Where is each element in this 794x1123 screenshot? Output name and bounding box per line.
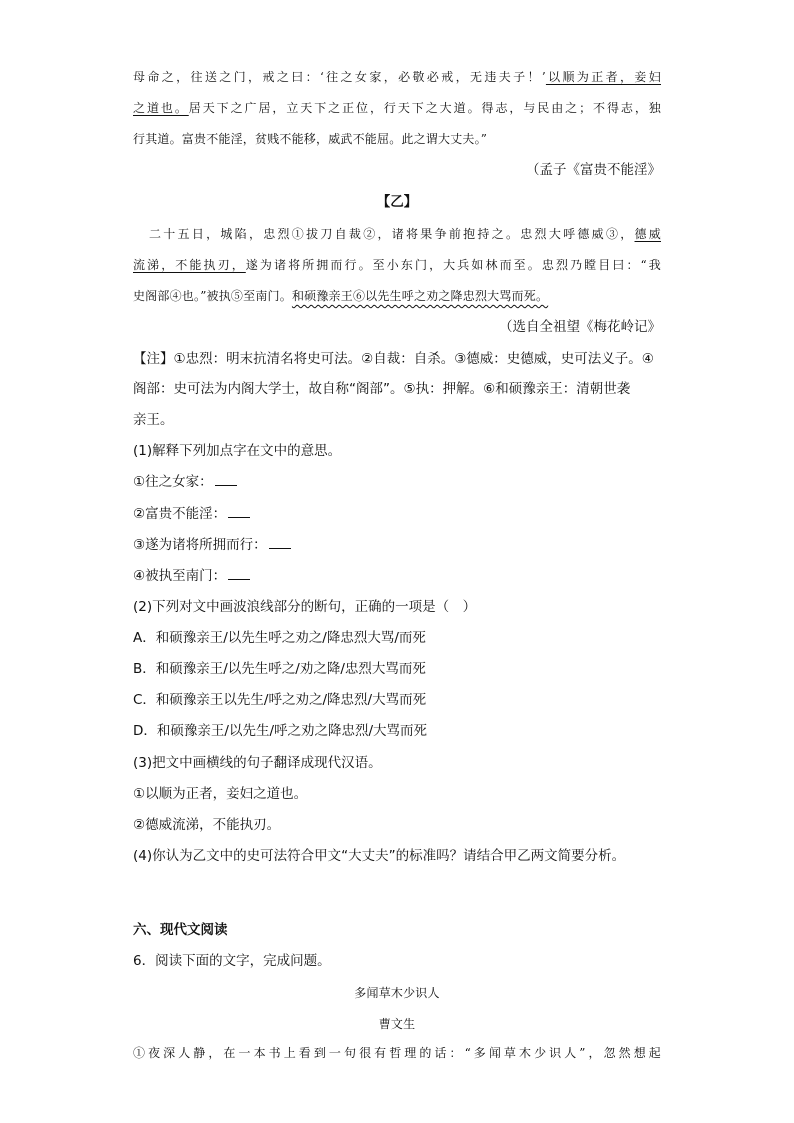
underlined-sentence: 德威 xyxy=(634,227,661,241)
question-1: (1)解释下列加点字在文中的意思。 xyxy=(133,443,342,459)
yi-line-1: 二十五日，城陷，忠烈①拔刀自裁②，诸将果争前抱持之。忠烈大呼德威③，德威 xyxy=(149,227,661,241)
note-line-2: 阁部：史可法为内阁大学士，故自称“阁部”。⑤执：押解。⑥和硕豫亲王：清朝世袭 xyxy=(133,381,631,397)
underlined-sentence: 流涕，不能执刃， xyxy=(133,258,246,272)
article-title: 多闻草木少识人 xyxy=(354,986,440,1000)
yi-line-2: 流涕，不能执刃，遂为诸将所拥而行。至小东门，大兵如林而至。忠烈乃瞠目曰：“我 xyxy=(133,258,661,272)
jia-source: （孟子《富贵不能淫》 xyxy=(526,162,661,178)
wavy-underlined-sentence: 和硕豫亲王⑥以先生呼之劝之降忠烈大骂而死。 xyxy=(291,289,549,303)
question-2-option-a[interactable]: A．和硕豫亲王/以先生呼之劝之/降忠烈大骂/而死 xyxy=(133,630,426,646)
jia-line-1: 母命之，往送之门，戒之曰：‘往之女家，必敬必戒，无违夫子！’以顺为正者，妾妇 xyxy=(133,70,661,84)
article-paragraph-1: ①夜深人静，在一本书上看到一句很有哲理的话：“多闻草木少识人”，忽然想起 xyxy=(133,1046,661,1060)
note-line-3: 亲王。 xyxy=(133,412,174,428)
note-line-1: 【注】①忠烈：明末抗清名将史可法。②自裁：自杀。③德威：史德威，史可法义子。④ xyxy=(133,351,654,367)
question-6-instruction: 6．阅读下面的文字，完成问题。 xyxy=(133,953,331,969)
underlined-sentence: 之道也。 xyxy=(133,101,189,115)
jia-line-3: 行其道。富贵不能淫，贫贱不能移，威武不能屈。此之谓大丈夫。” xyxy=(133,132,488,146)
question-2-option-d[interactable]: D．和硕豫亲王/以先生/呼之劝之降忠烈/大骂而死 xyxy=(133,723,428,739)
question-1-item-4: ④被执至南门： xyxy=(133,565,661,587)
question-2-option-b[interactable]: B．和硕豫亲王/以先生呼之/劝之降/忠烈大骂而死 xyxy=(133,661,426,677)
question-3-item-1: ①以顺为正者，妾妇之道也。 xyxy=(133,786,308,802)
answer-blank[interactable] xyxy=(228,565,250,580)
yi-heading: 【乙】 xyxy=(376,194,418,210)
question-1-item-1: ①往之女家： xyxy=(133,471,661,493)
question-3: (3)把文中画横线的句子翻译成现代汉语。 xyxy=(133,755,382,771)
section-heading: 六、现代文阅读 xyxy=(133,922,228,938)
yi-source: （选自全祖望《梅花岭记》 xyxy=(499,319,661,335)
question-2-option-c[interactable]: C．和硕豫亲王以先生/呼之劝之/降忠烈/大骂而死 xyxy=(133,692,427,708)
question-1-item-2: ②富贵不能淫： xyxy=(133,503,661,525)
answer-blank[interactable] xyxy=(269,534,291,549)
jia-line-2: 之道也。居天下之广居，立天下之正位，行天下之大道。得志，与民由之；不得志，独 xyxy=(133,101,661,115)
question-2: (2)下列对文中画波浪线部分的断句，正确的一项是（ ） xyxy=(133,599,477,615)
underlined-sentence: 以顺为正者，妾妇 xyxy=(545,70,661,84)
article-author: 曹文生 xyxy=(378,1017,416,1031)
question-4: (4)你认为乙文中的史可法符合甲文“大丈夫”的标准吗？请结合甲乙两文简要分析。 xyxy=(133,848,626,864)
question-3-item-2: ②德威流涕，不能执刃。 xyxy=(133,817,281,833)
answer-blank[interactable] xyxy=(215,471,237,486)
yi-line-3: 史阁部④也。”被执⑤至南门。和硕豫亲王⑥以先生呼之劝之降忠烈大骂而死。 xyxy=(133,289,549,303)
answer-blank[interactable] xyxy=(228,503,250,518)
question-1-item-3: ③遂为诸将所拥而行： xyxy=(133,534,661,556)
